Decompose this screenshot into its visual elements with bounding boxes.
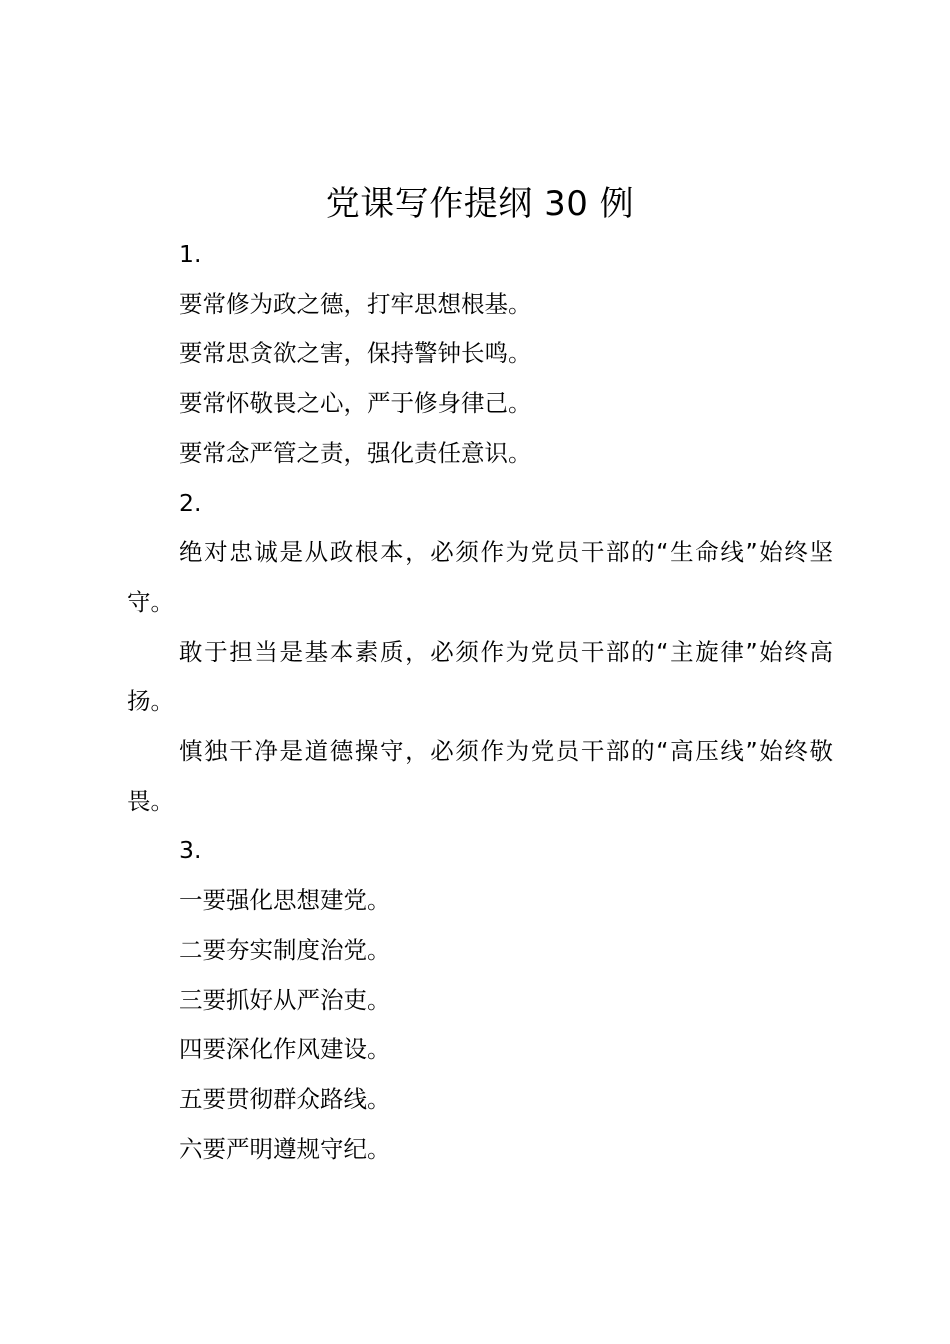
paragraph: 一要强化思想建党。 <box>179 886 391 915</box>
paragraph: 要常怀敬畏之心，严于修身律己。 <box>179 389 532 418</box>
paragraph: 要常思贪欲之害，保持警钟长鸣。 <box>179 339 532 368</box>
paragraph: 绝对忠诚是从政根本，必须作为党员干部的“生命线”始终坚守。 <box>127 538 833 616</box>
paragraph: 敢于担当是基本素质，必须作为党员干部的“主旋律”始终高扬。 <box>127 637 833 716</box>
paragraph: 四要深化作风建设。 <box>179 1035 391 1064</box>
paragraph: 六要严明遵规守纪。 <box>179 1134 391 1163</box>
paragraph: 要常念严管之责，强化责任意识。 <box>179 438 532 467</box>
section-number-1: 1. <box>179 240 202 268</box>
section-number-2: 2. <box>179 488 202 517</box>
paragraph: 要常修为政之德，打牢思想根基。 <box>179 289 532 318</box>
paragraph: 三要抓好从严治吏。 <box>179 985 391 1014</box>
section-number-3: 3. <box>179 836 202 865</box>
paragraph: 五要贯彻群众路线。 <box>179 1084 391 1113</box>
document-body <box>127 230 833 1174</box>
paragraph: 二要夯实制度治党。 <box>179 935 391 964</box>
document-title: 党课写作提纲 30 例 <box>325 184 635 224</box>
paragraph: 慎独干净是道德操守，必须作为党员干部的“高压线”始终敬畏。 <box>127 737 833 815</box>
